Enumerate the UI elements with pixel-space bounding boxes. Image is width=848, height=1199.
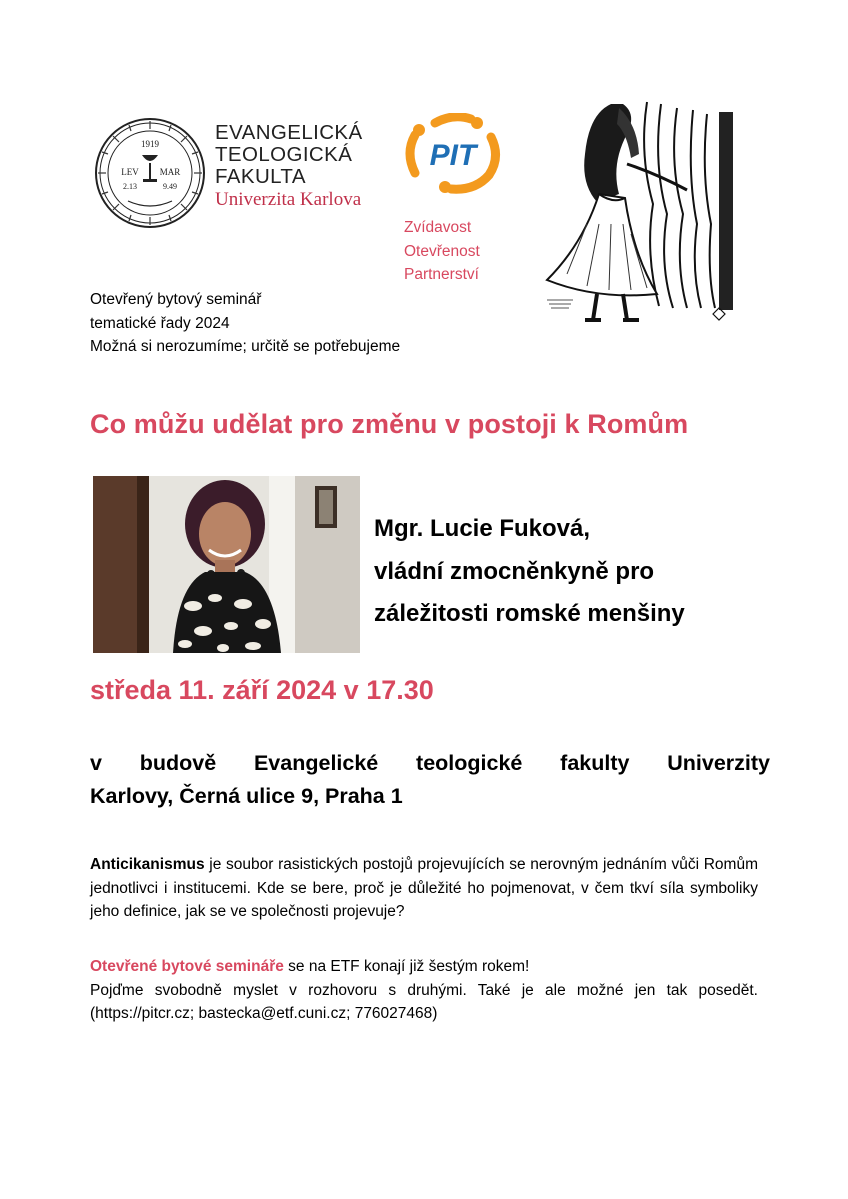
etf-logo-text xyxy=(215,122,405,212)
intro-line-2: tematické řady 2024 xyxy=(90,314,230,332)
paragraph-anticikanismus xyxy=(90,853,758,924)
etf-line-1: EVANGELICKÁ xyxy=(215,121,363,144)
speaker-photo xyxy=(93,476,360,653)
intro-text xyxy=(90,288,400,359)
slogan-line-1: Zvídavost xyxy=(404,219,472,236)
event-venue xyxy=(90,747,770,813)
slogan-line-2: Otevřenost xyxy=(404,242,480,260)
svg-text:1919: 1919 xyxy=(141,139,159,149)
svg-text:PIT: PIT xyxy=(429,139,477,172)
etf-seal-logo xyxy=(94,117,206,229)
paragraph2-text1: se na ETF konají již šestým rokem! xyxy=(283,958,530,975)
speaker-info xyxy=(374,508,685,636)
paragraph1-text: je soubor rasistických postojů projevujících se nerovným jednáním vůči Romům jednotlivci i institucemi. Kde se bere, proč je důležité ho pojmenovat, v čem tkví síla symboliky jeho definice, jak se ve společnosti projevuje? xyxy=(90,856,758,920)
intro-line-3: Možná si nerozumíme; určitě se potřebujeme xyxy=(90,338,401,355)
speaker-role-1: vládní zmocněnkyně pro xyxy=(374,557,655,585)
paragraph1-bold: Anticikanismus xyxy=(90,856,205,873)
speaker-name: Mgr. Lucie Fuková, xyxy=(374,515,591,542)
slogan-line-3: Partnerství xyxy=(404,266,479,283)
event-date: středa 11. září 2024 v 17.30 xyxy=(90,675,434,705)
svg-text:MAR: MAR xyxy=(159,167,181,177)
venue-line-2: Karlovy, Černá ulice 9, Praha 1 xyxy=(90,784,403,808)
venue-line-1: v budově Evangelické teologické fakulty Univerzity xyxy=(90,751,770,775)
paragraph-seminars xyxy=(90,955,758,1026)
etf-university: Univerzita Karlova xyxy=(215,189,362,210)
paragraph2-bold: Otevřené bytové semináře xyxy=(90,958,284,975)
alice-illustration xyxy=(527,94,763,326)
etf-line-3: FAKULTA xyxy=(215,165,306,188)
svg-text:LEV: LEV xyxy=(121,167,139,177)
speaker-role-2: záležitosti romské menšiny xyxy=(374,600,685,627)
svg-text:9.49: 9.49 xyxy=(163,182,177,191)
paragraph2-text2: Pojďme svobodně myslet v rozhovoru s druhými. Také je ale možné jen tak posedět. (https://pitcr.cz; bastecka@etf.cuni.cz; 776027468) xyxy=(90,981,758,1022)
pit-logo xyxy=(405,113,501,195)
pit-slogan xyxy=(404,216,480,287)
intro-line-1: Otevřený bytový seminář xyxy=(90,291,262,308)
svg-text:2.13: 2.13 xyxy=(123,182,137,191)
event-title: Co můžu udělat pro změnu v postoji k Romům xyxy=(90,409,689,439)
etf-line-2: TEOLOGICKÁ xyxy=(215,143,353,166)
